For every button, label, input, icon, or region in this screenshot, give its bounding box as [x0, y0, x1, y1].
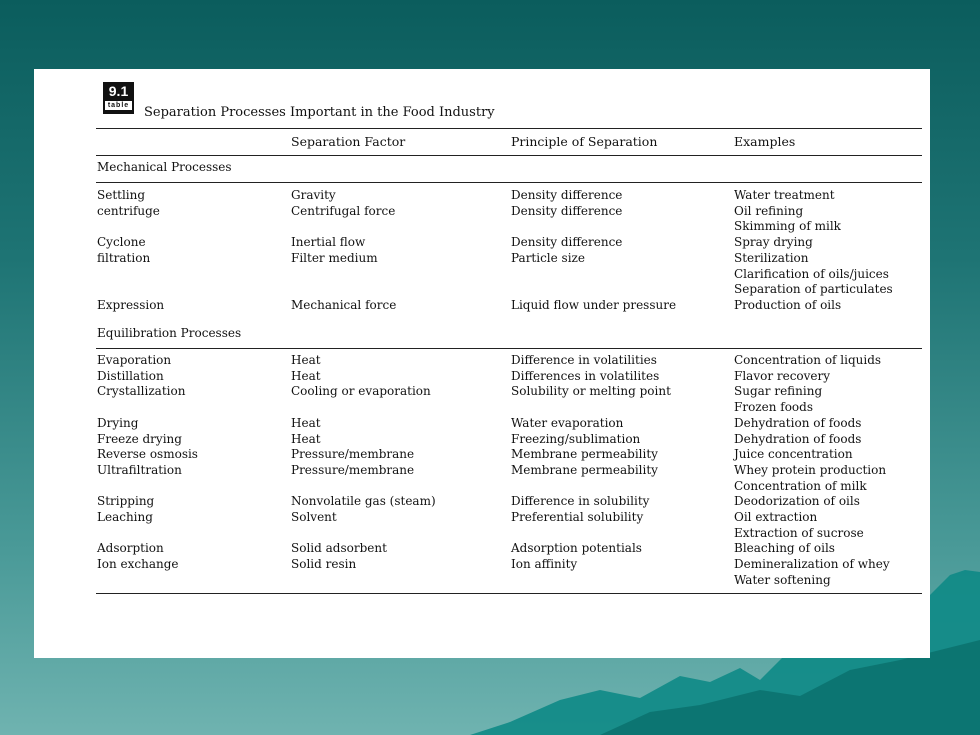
table-cell: Liquid flow under pressure: [511, 297, 677, 312]
table-cell: Flavor recovery: [734, 368, 831, 383]
table-cell: Frozen foods: [734, 400, 813, 415]
table-cell: Water softening: [734, 572, 831, 587]
table-cell: Ultrafiltration: [97, 462, 182, 477]
table-cell: Differences in volatilites: [511, 368, 660, 383]
table-bottom-rule: [96, 593, 922, 594]
table-cell: Gravity: [291, 188, 336, 202]
table-cell: Settling: [97, 188, 146, 202]
table-cell: Demineralization of whey: [734, 557, 890, 572]
table-cell: Nonvolatile gas (steam): [291, 494, 436, 509]
table-cell: Solid resin: [291, 557, 357, 572]
table-cell: Solid adsorbent: [291, 541, 387, 556]
table-cell: Difference in volatilities: [511, 353, 657, 367]
table-cell: Oil extraction: [734, 510, 818, 524]
table-cell: Water treatment: [734, 188, 835, 202]
column-header: Examples: [734, 134, 796, 149]
table-cell: Freeze drying: [97, 431, 182, 446]
table-cell: Inertial flow: [291, 235, 366, 250]
table-badge: [103, 82, 134, 114]
table-cell: Production of oils: [734, 297, 842, 312]
table-cell: Preferential solubility: [511, 510, 644, 524]
table-sheet: [34, 69, 930, 658]
table-cell: Membrane permeability: [511, 447, 658, 462]
table-cell: Difference in solubility: [511, 494, 650, 509]
table-cell: Particle size: [511, 250, 585, 265]
table-cell: Crystallization: [97, 384, 186, 399]
section-heading: Mechanical Processes: [97, 160, 232, 174]
table-cell: Pressure/membrane: [291, 462, 415, 477]
table-cell: Stripping: [97, 494, 155, 509]
section-heading: Equilibration Processes: [97, 326, 242, 340]
badge-label: table: [105, 101, 132, 110]
badge-number: 9.1: [108, 83, 129, 99]
table-cell: Density difference: [511, 235, 623, 250]
column-header: Principle of Separation: [511, 134, 658, 149]
table-cell: Solvent: [291, 510, 337, 524]
table-cell: Dehydration of foods: [734, 415, 862, 430]
table-cell: Concentration of liquids: [734, 353, 882, 367]
table-cell: Leaching: [97, 510, 153, 524]
table-cell: Sterilization: [734, 250, 809, 265]
table-cell: Heat: [291, 353, 321, 367]
table-cell: Concentration of milk: [734, 478, 867, 493]
table-cell: Separation of particulates: [734, 282, 893, 297]
header-top-rule: [96, 128, 922, 129]
table-cell: Sugar refining: [734, 384, 823, 399]
table-cell: Spray drying: [734, 235, 813, 250]
table-cell: Dehydration of foods: [734, 431, 862, 446]
table-cell: filtration: [97, 250, 151, 265]
section-rule: [96, 348, 922, 349]
table-cell: Cooling or evaporation: [291, 384, 431, 399]
table-cell: Pressure/membrane: [291, 447, 415, 462]
table-cell: Extraction of sucrose: [734, 525, 864, 540]
table-cell: Adsorption: [97, 541, 164, 556]
table-cell: Bleaching of oils: [734, 541, 835, 556]
table-cell: Density difference: [511, 203, 623, 218]
table-cell: Skimming of milk: [734, 219, 841, 234]
table-cell: Heat: [291, 431, 321, 446]
table-cell: Ion affinity: [511, 557, 578, 572]
table-cell: Ion exchange: [97, 557, 179, 572]
table-cell: Reverse osmosis: [97, 447, 198, 462]
table-cell: Evaporation: [97, 353, 172, 367]
table-cell: Freezing/sublimation: [511, 431, 641, 446]
section-rule: [96, 182, 922, 183]
table-cell: Membrane permeability: [511, 462, 658, 477]
table-cell: Mechanical force: [291, 297, 397, 312]
table-cell: Solubility or melting point: [511, 384, 671, 399]
table-cell: Cyclone: [97, 235, 146, 250]
table-cell: Clarification of oils/juices: [734, 266, 889, 281]
header-bottom-rule: [96, 155, 922, 156]
table-cell: centrifuge: [97, 203, 160, 218]
table-cell: Whey protein production: [734, 462, 887, 477]
table-cell: Deodorization of oils: [734, 494, 860, 509]
table-cell: Distillation: [97, 368, 164, 383]
table-cell: Drying: [97, 415, 139, 430]
table-cell: Centrifugal force: [291, 203, 396, 218]
table-cell: Heat: [291, 368, 321, 383]
table-cell: Density difference: [511, 188, 623, 202]
table-cell: Expression: [97, 297, 165, 312]
table-cell: Water evaporation: [511, 415, 624, 430]
column-header: Separation Factor: [291, 134, 406, 149]
table-cell: Oil refining: [734, 203, 804, 218]
table-cell: Heat: [291, 415, 321, 430]
table-cell: Adsorption potentials: [511, 541, 642, 556]
table-cell: Filter medium: [291, 250, 378, 265]
table-title: Separation Processes Important in the Food Industry: [144, 105, 495, 120]
table-cell: Juice concentration: [734, 447, 853, 462]
